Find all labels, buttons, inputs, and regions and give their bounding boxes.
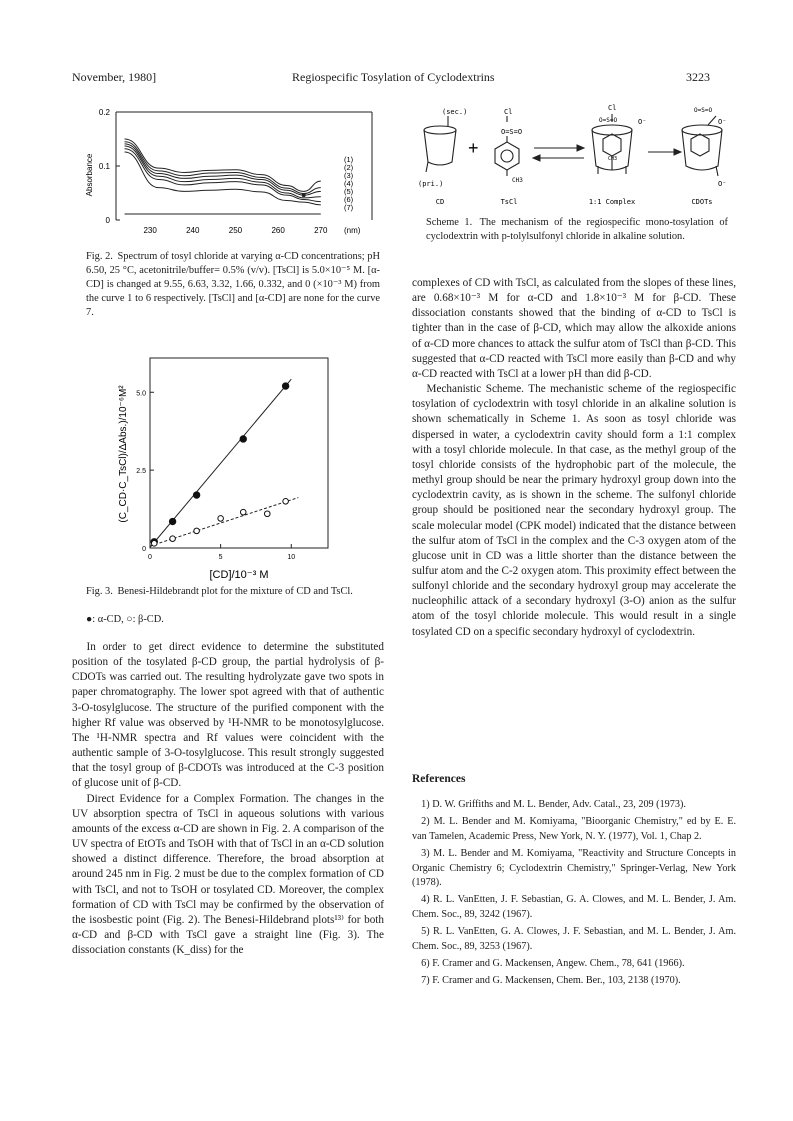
plus-icon: + <box>468 138 479 158</box>
scheme-label-cdots: CDOTs <box>691 198 713 206</box>
references-list <box>412 798 736 992</box>
fig2-caption-text: Spectrum of tosyl chloride at varying α-CD concentrations; pH 6.50, 25 °C, acetonitrile/buffer= 0.5% (v/v). [TsCl] is 5.0×10⁻⁵ M. [α-CD] is changed at 9.55, 6.63, 3.32, 1.66, 0.332, and 0 (×10⁻³ M) from the curve 1 to 6 respectively. [TsCl] and [α-CD] are none for the curve 7. <box>86 251 380 318</box>
fig2-caption <box>86 250 380 320</box>
fig3-point-beta-cd <box>218 516 224 522</box>
fig3-point-alpha-cd <box>282 383 288 389</box>
fig3-benesi-plot <box>100 352 340 587</box>
complex-so2-group: O=S=O <box>599 117 618 124</box>
fig2-curve-label: (4) <box>344 179 354 188</box>
fig3-point-alpha-cd <box>169 518 175 524</box>
scheme1-diagram <box>412 100 732 215</box>
fig2-curve-1 <box>125 139 321 191</box>
fig2-x-tick-label: 260 <box>271 226 285 235</box>
reference-item: 2) M. L. Bender and M. Komiyama, "Bioorganic Chemistry," ed by E. E. van Tamelen, Academic Press, New York, N. Y. (1977), Vol. 1, Chap 2. <box>412 816 736 842</box>
cdots-molecule <box>682 116 722 176</box>
fig3-x-tick-label: 10 <box>287 554 296 561</box>
fig3-caption <box>86 585 380 599</box>
fig3-point-beta-cd <box>151 541 157 547</box>
fig2-curve-label: (6) <box>344 195 354 204</box>
fig2-y-tick-label: 0.1 <box>98 162 110 171</box>
fig3-point-beta-cd <box>194 528 200 534</box>
fig3-point-alpha-cd <box>193 492 199 498</box>
fig2-y-tick-label: 0.2 <box>98 108 110 117</box>
fig2-caption-label: Fig. 2. <box>86 251 113 262</box>
reference-item: 7) F. Cramer and G. Mackensen, Chem. Ber., 103, 2138 (1970). <box>421 975 681 987</box>
paragraph-mechanistic-scheme: Mechanistic Scheme. The mechanistic scheme of the regiospecific tosylation of cyclodextrin with tosyl chloride in an alkaline solution is shown schematically in Scheme 1. As soon as tosyl chloride was dispersed in water, a cyclodextrin cavity should form a 1:1 complex with a tosyl chloride molecule. In that case, as the methyl group of the tosyl chloride consists of the hydrophobic part of the molecule, the methyl group should be near the primary hydroxyl group down into the cyclodextrin cavity, as is shown in the scheme. The sulfonyl chloride group should be positioned near the secondary hydroxyl group. The scale molecular model (CPK model) indicated that the distance between the sulfur atom of TsCl in the complex and the C-3 oxygen atom of the glucose unit in CD was a little shorter than the distance between the sulfur atom and the C-2 oxygen atom. This proximity effect between the sulfonyl chloride and the secondary hydroxyl group may accelerate the nucleophilic attack of a secondary hydroxyl (3-O) anion as the sulfur atom of the tosyl chloride molecule. This would result in a single tosylated CD on a specific secondary hydroxyl of cyclodextrin. <box>412 383 736 638</box>
fig2-x-tick-label: 250 <box>228 226 243 235</box>
fig2-spectrum-chart <box>72 100 392 235</box>
fig2-curve-label: (7) <box>344 203 354 212</box>
fig3-point-alpha-cd <box>240 436 246 442</box>
reference-item: 4) R. L. VanEtten, J. F. Sebastian, G. A. Clowes, and M. L. Bender, J. Am. Chem. Soc., 89, 3242 (1967). <box>412 894 736 920</box>
fig2-curve-label: (3) <box>344 171 354 180</box>
fig3-y-tick-label: 5.0 <box>136 390 146 398</box>
fig2-y-axis-label: Absorbance <box>85 153 94 197</box>
scheme-label-complex: 1:1 Complex <box>588 198 636 206</box>
page-number: 3223 <box>686 70 710 84</box>
ch3-group: CH3 <box>512 177 523 184</box>
equilibrium-arrows-icon <box>533 145 584 161</box>
running-header-title: Regiospecific Tosylation of Cyclodextrins <box>292 70 495 84</box>
cdots-o-minus-bottom: O⁻ <box>718 180 727 188</box>
cl-atom: Cl <box>504 108 513 116</box>
complex-ch3: CH3 <box>608 156 618 162</box>
scheme-label-cd: CD <box>435 198 445 206</box>
fig3-y-tick-label: 0 <box>142 546 146 553</box>
fig3-x-tick-label: 0 <box>148 554 152 561</box>
fig2-x-tick-label: 240 <box>186 226 200 235</box>
fig3-point-beta-cd <box>170 536 176 542</box>
complex-o-minus: O⁻ <box>638 118 647 126</box>
fig2-curve-label: (5) <box>344 187 354 196</box>
fig3-x-axis-label: [CD]/10⁻³ M <box>209 569 269 581</box>
fig2-isosbestic-point <box>302 193 306 197</box>
cd-cone <box>424 116 456 172</box>
reference-item: 1) D. W. Griffiths and M. L. Bender, Adv. Catal., 23, 209 (1973). <box>421 799 686 810</box>
tscl-molecule <box>495 116 519 176</box>
scheme1-caption <box>426 216 728 244</box>
fig2-frame <box>116 112 372 220</box>
scheme1-caption-label: Scheme 1. <box>426 217 473 228</box>
right-column-text <box>412 276 736 640</box>
fig2-x-tick-label: 270 <box>314 226 328 235</box>
fig3-frame <box>150 358 328 548</box>
fig2-x-unit: (nm) <box>344 226 361 235</box>
fig2-x-tick-label: 230 <box>143 226 157 235</box>
fig2-y-tick-label: 0 <box>105 216 110 225</box>
reference-item: 5) R. L. VanEtten, G. A. Clowes, J. F. Sebastian, and M. L. Bender, J. Am. Chem. Soc., 89, 3253 (1967). <box>412 926 736 952</box>
reference-item: 3) M. L. Bender and M. Komiyama, "Reactivity and Structure Concepts in Organic Chemistry 6; Cyclodextrin Chemistry," Springer-Verlag, New York (1978). <box>412 848 736 889</box>
reaction-arrow-icon <box>648 149 681 155</box>
scheme-pri-label: (pri.) <box>418 180 444 188</box>
fig3-caption-label: Fig. 3. <box>86 586 113 597</box>
fig3-legend: ●: α-CD, ○: β-CD. <box>86 614 164 625</box>
running-header-date: November, 1980] <box>72 70 157 84</box>
paragraph-hydrolysis: In order to get direct evidence to determine the substituted position of the tosylated β-CD group, the partial hydrolysis of β-CDOTs was carried out. The resulting hydrolyzate gave two spots in paper chromatography. The lower spot agreed with that of authentic 3-O-tosylglucose. The structure of the purified component with the higher Rf value was observed by ¹H-NMR to be monotosylglucose. The ¹H-NMR spectra and Rf values were coincident with the authentic sample of 3-O-tosylglucose. This result strongly suggested that the tosyl group of β-CDOTs was introduced at the C-3 position of glucose unit of β-CD. <box>72 641 384 790</box>
scheme-sec-label: (sec.) <box>442 108 468 116</box>
fig3-point-beta-cd <box>283 498 289 504</box>
fig3-y-axis-label: (C_CD·C_TsCl)/ΔAbs.)/10⁻⁶M² <box>118 385 129 523</box>
complex-cl-atom: Cl <box>608 104 617 112</box>
fig2-curve-label: (2) <box>344 163 354 172</box>
cdots-so2-group: O=S=O <box>694 107 713 114</box>
fig3-caption-text: Benesi-Hildebrandt plot for the mixture of CD and TsCl. <box>117 586 353 597</box>
so2-group: O=S=O <box>501 128 523 136</box>
cdots-o-minus: O⁻ <box>718 118 727 126</box>
fig3-point-beta-cd <box>240 509 246 515</box>
reference-item: 6) F. Cramer and G. Mackensen, Angew. Chem., 78, 641 (1966). <box>421 958 685 970</box>
fig2-curve-label: (1) <box>344 155 354 164</box>
fig3-point-beta-cd <box>264 511 270 517</box>
left-column-text <box>72 640 384 958</box>
fig3-x-tick-label: 5 <box>218 554 223 561</box>
paragraph-complex-formation: Direct Evidence for a Complex Formation. The changes in the UV absorption spectra of TsCl in aqueous solutions with various amounts of the excess α-CD are shown in Fig. 2. A comparison of the UV spectra of EtOTs and TsOH with that of TsCl in an α-CD solution showed a distinct difference. Therefore, the broad absorption at around 245 nm in Fig. 2 must be due to the complex formation of CD with TsCl, and not to TsOH or tosylated CD. Moreover, the complex formation of CD with TsCl may be confirmed by the observation of the isosbestic point (Fig. 2). The Benesi-Hildebrand plots¹³⁾ for both α-CD and β-CD with TsCl gave a straight line (Fig. 3). The dissociation constants (K_diss) for the <box>72 792 384 957</box>
references-heading: References <box>412 773 466 785</box>
scheme1-caption-text: The mechanism of the regiospecific mono-tosylation of cyclodextrin with p-tolylsulfonyl chloride in alkaline solution. <box>426 217 728 242</box>
fig3-y-tick-label: 2.5 <box>136 468 146 476</box>
paragraph-dissociation: complexes of CD with TsCl, as calculated from the slopes of these lines, are 0.68×10⁻³ M for α-CD and 1.8×10⁻³ M for β-CD. These dissociation constants showed that the binding of α-CD to TsCl is tighter than in the case of β-CD, which may allow the alkoxide anions of α-CD more chances to attack the sulfur atom of TsCl than β-CD. This suggested that α-CD reacted with TsCl more easily than β-CD and why α-CD reacted with TsCl at a lower pH than did β-CD. <box>412 277 736 380</box>
scheme-label-tscl: TsCl <box>500 198 518 206</box>
